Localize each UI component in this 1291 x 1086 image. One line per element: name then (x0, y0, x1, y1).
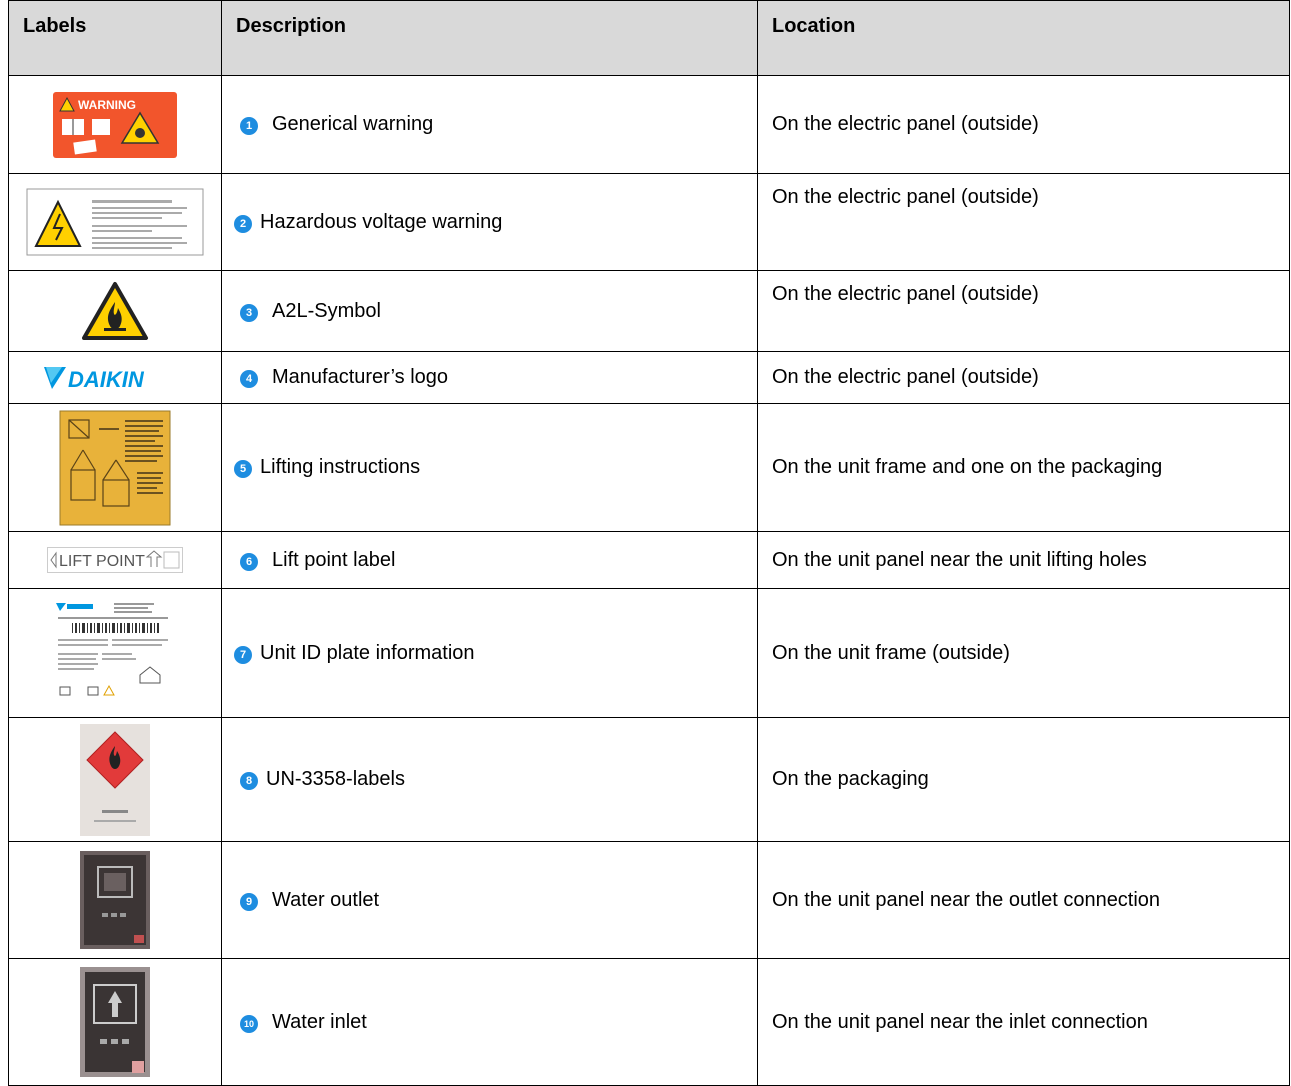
description-text: A2L-Symbol (272, 299, 381, 322)
label-image-cell (9, 589, 222, 718)
description-text: Lift point label (272, 548, 396, 571)
description-text: Hazardous voltage warning (260, 210, 503, 233)
description-cell (222, 959, 758, 1086)
number-badge: 2 (234, 215, 252, 233)
header-labels: Labels (9, 1, 222, 76)
location-cell: On the electric panel (outside) (758, 174, 1290, 271)
location-cell: On the packaging (758, 718, 1290, 842)
description-cell (222, 271, 758, 352)
description-text: Manufacturer’s logo (272, 366, 449, 388)
description-cell (222, 842, 758, 959)
table-row (9, 959, 1290, 1086)
label-image-cell (9, 271, 222, 352)
description-text: Water outlet (272, 888, 380, 911)
header-location: Location (758, 1, 1290, 76)
table-row (9, 842, 1290, 959)
daikin-logo-icon (40, 363, 190, 393)
hazardous-voltage-label-icon (26, 188, 204, 256)
location-cell: On the unit panel near the unit lifting holes (758, 532, 1290, 589)
location-cell: On the electric panel (outside) (758, 352, 1290, 404)
label-image-cell (9, 532, 222, 589)
label-image-cell (9, 842, 222, 959)
water-outlet-label-icon (80, 851, 150, 949)
number-badge: 3 (240, 304, 258, 322)
table-row (9, 76, 1290, 174)
description-cell (222, 76, 758, 174)
location-cell: On the unit panel near the outlet connection (758, 842, 1290, 959)
description-cell (222, 532, 758, 589)
description-cell (222, 404, 758, 532)
table-row (9, 589, 1290, 718)
a2l-flammable-symbol-icon (80, 280, 150, 342)
location-cell: On the electric panel (outside) (758, 271, 1290, 352)
description-text: Unit ID plate information (260, 641, 475, 664)
table-row (9, 718, 1290, 842)
table-row (9, 174, 1290, 271)
number-badge: 6 (240, 553, 258, 571)
label-image-cell (9, 174, 222, 271)
water-inlet-label-icon (80, 967, 150, 1077)
location-cell: On the electric panel (outside) (758, 76, 1290, 174)
warning-text: WARNING (78, 97, 136, 112)
number-badge: 10 (240, 1015, 258, 1033)
label-image-cell (9, 404, 222, 532)
unit-id-plate-icon (52, 597, 178, 709)
number-badge: 1 (240, 117, 258, 135)
description-text: Water inlet (272, 1010, 367, 1033)
location-cell: On the unit panel near the inlet connection (758, 959, 1290, 1086)
daikin-logo-text: DAIKIN (68, 366, 144, 392)
lift-point-label-icon (47, 547, 183, 573)
number-badge: 5 (234, 460, 252, 478)
lift-point-text: LIFT POINT (59, 553, 145, 570)
number-badge: 8 (240, 772, 258, 790)
description-text: Generical warning (272, 113, 434, 135)
description-text: UN-3358-labels (266, 768, 405, 790)
lifting-instructions-label-icon (59, 410, 171, 526)
header-row (9, 1, 1290, 76)
description-cell (222, 589, 758, 718)
generic-warning-label-icon (52, 91, 178, 159)
label-image-cell (9, 718, 222, 842)
table-row (9, 532, 1290, 589)
header-description: Description (222, 1, 758, 76)
labels-table (8, 0, 1290, 1086)
description-text: Lifting instructions (260, 456, 421, 478)
location-cell: On the unit frame and one on the packaging (758, 404, 1290, 532)
un3358-flammable-label-icon (80, 724, 150, 836)
table-row (9, 271, 1290, 352)
description-cell (222, 718, 758, 842)
description-cell (222, 352, 758, 404)
label-image-cell (9, 76, 222, 174)
table-row (9, 404, 1290, 532)
table-row (9, 352, 1290, 404)
label-image-cell (9, 959, 222, 1086)
number-badge: 7 (234, 646, 252, 664)
label-image-cell (9, 352, 222, 404)
location-cell: On the unit frame (outside) (758, 589, 1290, 718)
number-badge: 9 (240, 893, 258, 911)
number-badge: 4 (240, 370, 258, 388)
description-cell (222, 174, 758, 271)
